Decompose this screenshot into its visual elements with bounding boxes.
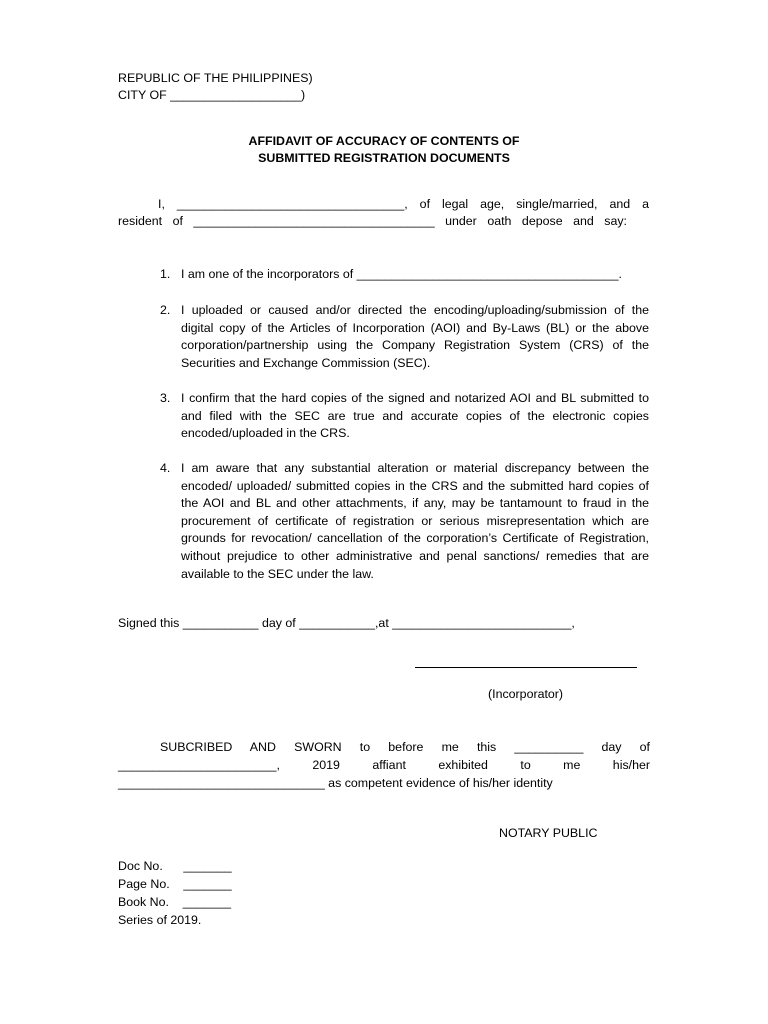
- header-republic: REPUBLIC OF THE PHILIPPINES): [118, 71, 313, 85]
- series-year: Series of 2019.: [118, 913, 202, 927]
- intro-line-1: I, _________________________________, of legal age, single/married, and a: [158, 197, 649, 211]
- notary-public-label: NOTARY PUBLIC: [499, 826, 598, 840]
- header-city: CITY OF ___________________): [118, 88, 306, 102]
- doc-no: Doc No. _______: [118, 859, 232, 873]
- item-3-number: 3.: [160, 391, 171, 405]
- item-3-text: I confirm that the hard copies of the signed and notarized AOI and BL submitted to and filed with the SEC are true and accurate copies of the electronic copies encoded/uploaded in the CRS.: [181, 391, 649, 441]
- item-4-number: 4.: [160, 461, 171, 475]
- item-4-text: I am aware that any substantial alteration or material discrepancy between the encoded/ uploaded/ submitted copies in the CRS and the submitted hard copies of the AOI and BL and other attachments, if any, may be tantamount to fraud in the procurement of certificate of registration or serious misrepresentation which are grounds for revocation/ cancellation of the corporation’s Certificate of Registration, without prejudice to other administrative and penal sanctions/ remedies that are available to the SEC under the law.: [181, 461, 649, 581]
- signed-line: Signed this ___________ day of ___________,at __________________________,: [118, 616, 575, 630]
- book-no: Book No. _______: [118, 895, 231, 909]
- item-1-number: 1.: [160, 267, 171, 281]
- document-title-line-2: SUBMITTED REGISTRATION DOCUMENTS: [258, 151, 510, 165]
- jurat-line-2: _______________________, 2019 affiant exhibited to me his/her: [118, 758, 650, 772]
- intro-line-2: resident of ___________________________________ under oath depose and say:: [118, 214, 627, 228]
- document-title-line-1: AFFIDAVIT OF ACCURACY OF CONTENTS OF: [248, 134, 520, 148]
- item-2-number: 2.: [160, 303, 171, 317]
- incorporator-label: (Incorporator): [488, 687, 564, 701]
- page-no: Page No. _______: [118, 877, 232, 891]
- item-1-text: I am one of the incorporators of ______________________________________.: [181, 267, 622, 281]
- jurat-line-3: ______________________________ as competent evidence of his/her identity: [118, 776, 553, 790]
- jurat-line-1: SUBCRIBED AND SWORN to before me this __________ day of: [160, 740, 650, 754]
- incorporator-signature-line: [415, 667, 637, 668]
- item-2-text: I uploaded or caused and/or directed the encoding/uploading/submission of the digital copy of the Articles of Incorporation (AOI) and By-Laws (BL) or the above corporation/partnership using the Company Registration System (CRS) of the Securities and Exchange Commission (SEC).: [181, 303, 649, 370]
